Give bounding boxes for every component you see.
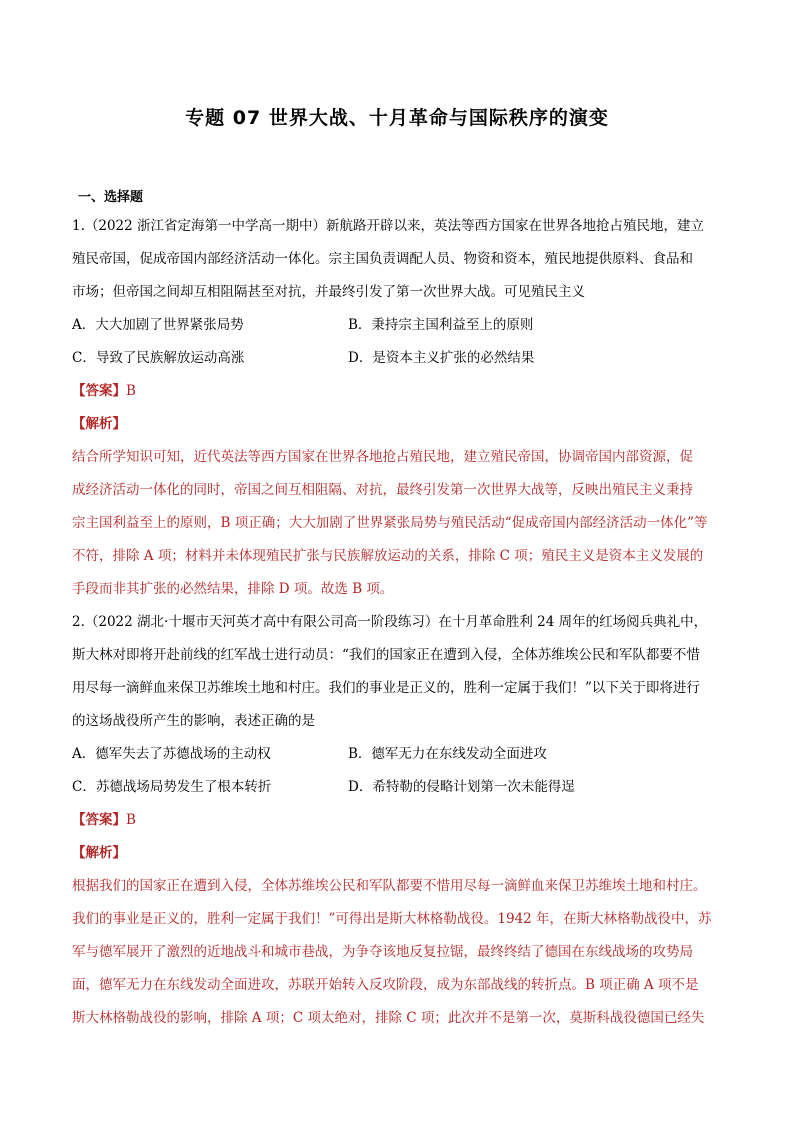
q1-option-b: B．秉持宗主国利益至上的原则 <box>348 317 534 333</box>
q2-stem-line: 斯大林对即将开赴前线的红军战士进行动员：“我们的国家正在遭到入侵，全体苏维埃公民和军队都要不惜 <box>72 647 700 663</box>
q1-answer-label: 【答案】 <box>72 383 126 399</box>
q1-stem-line: 市场；但帝国之间却互相阻隔甚至对抗，并最终引发了第一次世界大战。可见殖民主义 <box>72 284 585 300</box>
page-title: 专题 07 世界大战、十月革命与国际秩序的演变 <box>185 107 609 129</box>
q1-stem-line: 1.（2022 浙江省定海第一中学高一期中）新航路开辟以来，英法等西方国家在世界各地抢占殖民地，建立 <box>72 218 705 234</box>
q2-options-row-2 <box>72 771 722 804</box>
q1-analysis-line: 宗主国利益至上的原则，B 项正确；大大加剧了世界紧张局势与殖民活动“促成帝国内部经济活动一体化”等 <box>72 515 708 531</box>
q2-answer-label: 【答案】 <box>72 812 126 828</box>
q2-option-c: C．苏德战场局势发生了根本转折 <box>72 779 272 795</box>
q1-options-row-1 <box>72 309 722 342</box>
q2-analysis-line: 根据我们的国家正在遭到入侵，全体苏维埃公民和军队都要不惜用尽每一滴鲜血来保卫苏维埃土地和村庄。 <box>72 878 707 894</box>
q2-option-d: D．希特勒的侵略计划第一次未能得逞 <box>348 779 575 795</box>
q2-analysis-label: 【解析】 <box>72 845 126 861</box>
q1-answer <box>72 375 722 408</box>
q1-analysis-label: 【解析】 <box>72 416 126 432</box>
q2-analysis-line: 斯大林格勒战役的影响，排除 A 项；C 项太绝对，排除 C 项；此次并不是第一次，莫斯科战役德国已经失 <box>72 1010 705 1026</box>
q1-analysis-line: 结合所学知识可知，近代英法等西方国家在世界各地抢占殖民地，建立殖民帝国，协调帝国内部资源，促 <box>72 449 693 465</box>
question-2 <box>72 606 722 1035</box>
q2-answer-value: B <box>126 812 136 828</box>
q2-analysis-line: 面，德军无力在东线发动全面进攻，苏联开始转入反攻阶段，成为东部战线的转折点。B 项正确 A 项不是 <box>72 977 699 993</box>
q1-option-d: D．是资本主义扩张的必然结果 <box>348 350 535 366</box>
q2-analysis-line: 我们的事业是正义的，胜利一定属于我们！”可得出是斯大林格勒战役。1942 年，在斯大林格勒战役中，苏 <box>72 911 712 927</box>
q2-stem-line: 用尽每一滴鲜血来保卫苏维埃土地和村庄。我们的事业是正义的，胜利一定属于我们！”以下关于即将进行 <box>72 680 700 696</box>
q1-answer-value: B <box>126 383 136 399</box>
q1-analysis-line: 成经济活动一体化的同时，帝国之间互相阻隔、对抗，最终引发第一次世界大战等，反映出殖民主义秉持 <box>72 482 693 498</box>
q2-options-row-1 <box>72 738 722 771</box>
q1-option-a: A．大大加剧了世界紧张局势 <box>72 317 244 333</box>
q2-answer <box>72 804 722 837</box>
q1-stem-line: 殖民帝国，促成帝国内部经济活动一体化。宗主国负责调配人员、物资和资本，殖民地提供原料、食品和 <box>72 251 693 267</box>
question-1 <box>72 210 722 606</box>
q2-analysis-line: 军与德军展开了激烈的近地战斗和城市巷战，为争夺该地反复拉锯，最终终结了德国在东线战场的攻势局 <box>72 944 693 960</box>
q1-analysis-line: 手段而非其扩张的必然结果，排除 D 项。故选 B 项。 <box>72 581 394 597</box>
q1-analysis-line: 不符，排除 A 项；材料并未体现殖民扩张与民族解放运动的关系，排除 C 项；殖民主义是资本主义发展的 <box>72 548 704 564</box>
q2-stem-line: 的这场战役所产生的影响，表述正确的是 <box>72 713 315 729</box>
q2-option-a: A．德军失去了苏德战场的主动权 <box>72 746 271 762</box>
section-heading: 一、选择题 <box>78 190 144 205</box>
q2-stem-line: 2.（2022 湖北·十堰市天河英才高中有限公司高一阶段练习）在十月革命胜利 24 周年的红场阅兵典礼中， <box>72 614 708 630</box>
q2-option-b: B．德军无力在东线发动全面进攻 <box>348 746 547 762</box>
q1-option-c: C．导致了民族解放运动高涨 <box>72 350 245 366</box>
q1-options-row-2 <box>72 342 722 375</box>
